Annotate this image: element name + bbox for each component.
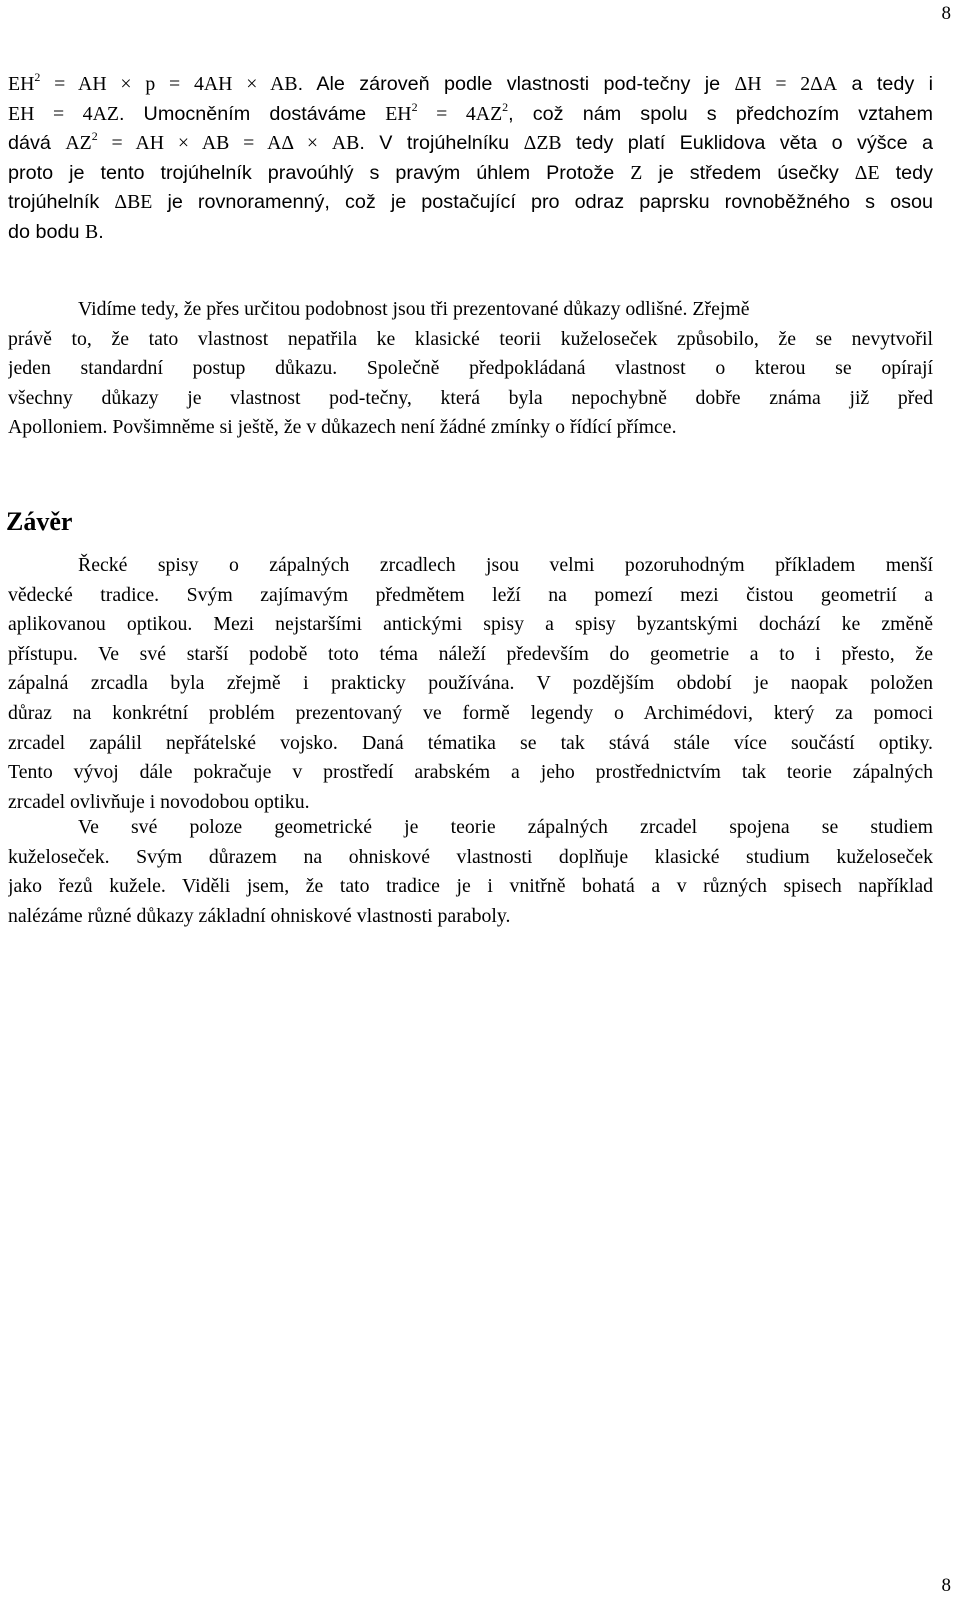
text-line: $EH^2$ = AH × p = 4AH × AB. Ale zároveň podle vlastnosti pod-tečny je ΔH = 2ΔA a tedy i — [8, 70, 933, 95]
text-line: Tento vývoj dále pokračuje v prostředí arabském a jeho prostřednictvím tak teorie zápalných — [8, 761, 933, 784]
text-line: Ve své poloze geometrické je teorie zápalných zrcadel spojena se studiem — [78, 816, 933, 838]
section-heading: Závěr — [6, 507, 73, 536]
text-line: trojúhelník ΔBE je rovnoramenný, což je postačující pro odraz paprsku rovnoběžného s osou — [8, 191, 933, 214]
text-line: dává $AZ^2$ = AH × AB = AΔ × AB. V trojúhelníku ΔZB tedy platí Euklidova věta o výšce a — [8, 129, 933, 155]
text-line: do bodu B. — [8, 220, 104, 243]
text-line: všechny důkazy je vlastnost pod-tečny, která byla nepochybně dobře známa již před — [8, 386, 933, 409]
text-line: zrcadel zapálil nepřátelské vojsko. Daná tématika se tak stává stále více součástí optiky. — [8, 731, 933, 754]
text-line: právě to, že tato vlastnost nepatřila ke klasické teorii kuželoseček způsobilo, že se nevytvořil — [8, 327, 933, 350]
text-line: proto je tento trojúhelník pravoúhlý s pravým úhlem Protože Z je středem úsečky ΔE tedy — [8, 161, 933, 184]
text-line: EH = 4AZ. Umocněním dostáváme $EH^2 = 4AZ^2$, což nám spolu s předchozím vztahem — [8, 99, 933, 125]
conclusion-paragraph-2 — [8, 813, 933, 931]
text-line: přístupu. Ve své starší podobě toto téma náleží především do geometrie a to i přesto, že — [8, 642, 933, 665]
proof-paragraph — [8, 70, 933, 248]
text-line: Apolloniem. Povšimněme si ještě, že v důkazech není žádné zmínky o řídící přímce. — [8, 416, 677, 439]
text-line: kuželoseček. Svým důrazem na ohniskové vlastnosti doplňuje klasické studium kuželoseček — [8, 845, 933, 868]
text-line: jeden standardní postup důkazu. Společně předpokládaná vlastnost o kterou se opírají — [8, 357, 933, 380]
page-number-bottom: 8 — [941, 1575, 951, 1596]
text-line: vědecké tradice. Svým zajímavým předmětem leží na pomezí mezi čistou geometrií a — [8, 583, 933, 606]
text-line: Řecké spisy o zápalných zrcadlech jsou velmi pozoruhodným příkladem menší — [78, 554, 933, 576]
text-line: Vidíme tedy, že přes určitou podobnost jsou tři prezentované důkazy odlišné. Zřejmě — [78, 298, 750, 320]
text-line: zápalná zrcadla byla zřejmě i prakticky používána. V pozdějším období je naopak položen — [8, 672, 933, 695]
text-line: jako řezů kužele. Viděli jsem, že tato tradice je i vnitřně bohatá a v různých spisech například — [8, 875, 933, 898]
comparison-paragraph — [8, 295, 933, 443]
text-line: zrcadel ovlivňuje i novodobou optiku. — [8, 790, 310, 813]
text-line: nalézáme různé důkazy základní ohniskové vlastnosti paraboly. — [8, 904, 511, 927]
text-line: důraz na konkrétní problém prezentovaný ve formě legendy o Archimédovi, který za pomoci — [8, 701, 933, 724]
conclusion-paragraph — [8, 551, 933, 817]
text-line: aplikovanou optikou. Mezi nejstaršími antickými spisy a spisy byzantskými dochází ke změně — [8, 613, 933, 636]
page-number-top: 8 — [941, 3, 951, 24]
